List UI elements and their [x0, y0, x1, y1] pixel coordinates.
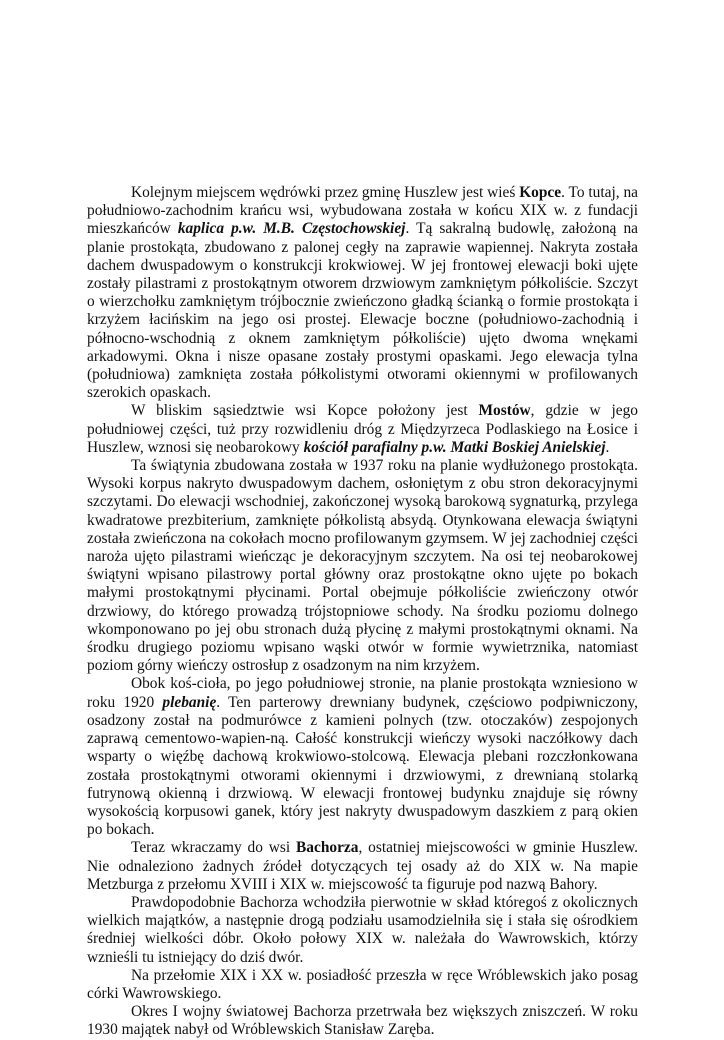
text-run: Kolejnym miejscem wędrówki przez gminę Huszlew jest wieś — [131, 184, 520, 201]
place-name-kopce: Kopce — [519, 184, 562, 201]
text-run: W bliskim sąsiedztwie wsi Kopce położony jest — [131, 402, 479, 420]
paragraph-swiatynia — [87, 457, 638, 675]
paragraph-plebania — [87, 675, 638, 839]
text-run: , ostatniej miejscowości w gminie Huszlew. Nie odnaleziono żadnych źródeł dotyczących tej osady aż do XIX w. Na mapie Metzburga z przełomu XVIII i XIX w. miejscowość ta figuruje pod nazwą Bahory. — [87, 839, 638, 893]
text-run: Prawdopodobnie Bachorza wchodziła pierwotnie w skład któregoś z okolicznych wielkich majątków, a następnie drogą podziału usamodzielniła się i stała się ośrodkiem średniej wielkości dóbr. Około połowy XIX w. należała do Wawrowskich, którzy wznieśli tu istniejący do dziś dwór. — [87, 893, 638, 966]
paragraph-przelom — [87, 967, 638, 1003]
paragraph-kopce — [87, 184, 638, 402]
text-run: Okres I wojny światowej Bachorza przetrwała bez większych zniszczeń. W roku 1930 majątek nabył od Wróblewskich Stanisław Zaręba. — [87, 1003, 638, 1039]
place-name-bachorza: Bachorza — [296, 839, 359, 857]
paragraph-bachorza — [87, 839, 638, 894]
paragraph-majatki — [87, 894, 638, 967]
heritage-name-plebania: plebanię — [162, 693, 217, 711]
text-run: . Ten parterowy drewniany budynek, częściowo podpiwniczony, osadzony został na podmurówce z kamieni polnych (tzw. otoczaków) zespojonych zaprawą cementowo-wapien-ną. Całość konstrukcji wieńczy wysoki naczółkowy dach wsparty o więźbę dachową krokwiowo-stolcową. Elewacja plebani rozczłonkowana została prostokątnymi otworami okiennymi i drzwiowymi, z drewnianą stolarką futrynową okienną i drzwiową. W elewacji frontowej budynku znajduje się równy wysokością korpusowi ganek, który jest nakryty dwuspadowym daszkiem z parą okien po bokach. — [87, 693, 638, 839]
text-run: Obok koś-cioła, po jego południowej stronie, na planie prostokąta wzniesiono w roku 1920 — [87, 675, 638, 711]
heritage-name-kosciol: kościół parafialny p.w. Matki Boskiej Anielskiej — [303, 438, 606, 456]
document-body — [87, 184, 638, 1040]
heritage-name-kaplica: kaplica p.w. M.B. Częstochowskiej — [177, 220, 406, 238]
text-run: . To tutaj, na południowo-zachodnim krańcu wsi, wybudowana została w końcu XIX w. z fundacji mieszkańców — [87, 184, 638, 238]
text-run: , gdzie w jego południowej części, tuż przy rozwidleniu dróg z Międzyrzeca Podlaskiego na Łosice i Huszlew, wznosi się neobarokowy — [87, 402, 638, 456]
paragraph-wojna — [87, 1003, 638, 1039]
text-run: . Tą sakralną budowlę, założoną na planie prostokąta, zbudowano z palonej cegły na zaprawie wapiennej. Nakryta została dachem dwuspadowym o konstrukcji krokwiowej. W jej frontowej elewacji boki ujęte zostały pilastrami z prostokątnym otworem drzwiowym zamkniętym półkoliście. Szczyt o wierzchołku zamkniętym trójbocznie zwieńczono gładką ścianką o formie prostokąta i krzyżem łacińskim na jego osi prostej. Elewacje boczne (południowo-zachodnią i północno-wschodnią z oknem zamkniętym półkoliście) ujęto dwoma wnękami arkadowymi. Okna i nisze opasane zostały prostymi opaskami. Jego elewacja tylna (południowa) zamknięta została półkolistymi otworami okiennymi w profilowanych szerokich opaskach. — [87, 220, 638, 402]
text-run: Ta świątynia zbudowana została w 1937 roku na planie wydłużonego prostokąta. Wysoki korpus nakryto dwuspadowym dachem, osłoniętym z obu stron dekoracyjnymi szczytami. Do elewacji wschodniej, zakończonej wysoką barokową sygnaturką, przylega kwadratowe prezbiterium, zamknięte półkolistą absydą. Otynkowana elewacja świątyni została zwieńczona na cokołach mocno profilowanym gzymsem. W jej zachodniej części naroża ujęto pilastrami wieńcząc je dekoracyjnym szczytem. Na osi tej neobarokowej świątyni wpisano pilastrowy portal główny oraz prostokątne okno ujęte po bokach małymi prostokątnymi płycinami. Portal obejmuje półkoliście zwieńczony otwór drzwiowy, do którego prowadzą trójstopniowe schody. Na środku poziomu dolnego wkomponowano po jej obu stronach dużą płycinę z małymi prostokątnymi oknami. Na środku drugiego poziomu wpisano wąski otwór w formie wywietrznika, natomiast poziom górny wieńczy ostrosłup z osadzonym na nim krzyżem. — [87, 457, 638, 675]
paragraph-mostow — [87, 402, 638, 457]
place-name-mostow: Mostów — [478, 402, 531, 420]
text-run: Na przełomie XIX i XX w. posiadłość przeszła w ręce Wróblewskich jako posag córki Wawrowskiego. — [87, 966, 638, 1002]
text-run: . — [605, 438, 610, 456]
text-run: Teraz wkraczamy do wsi — [131, 839, 297, 857]
